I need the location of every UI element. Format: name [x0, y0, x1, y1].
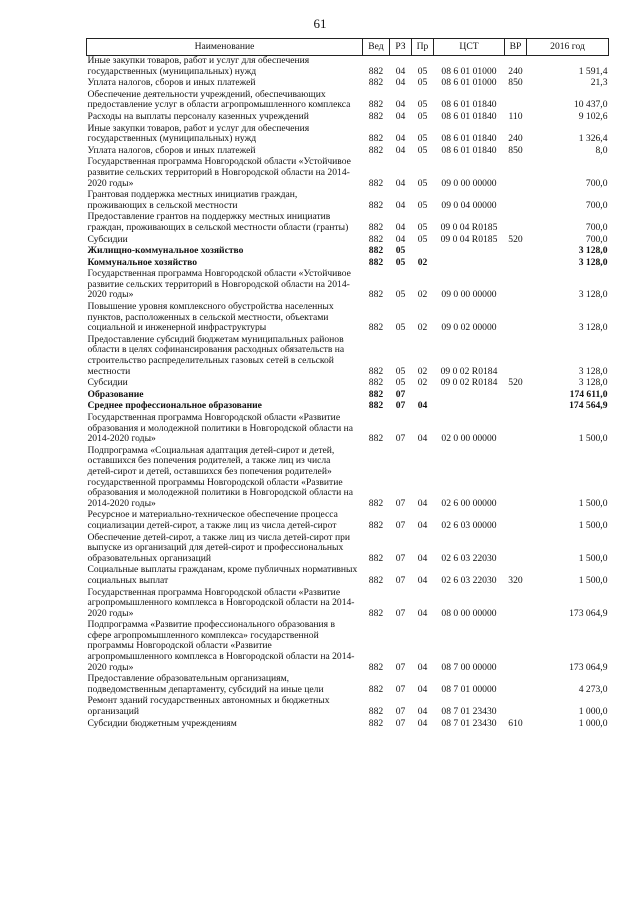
cell-rz: 04	[395, 77, 406, 89]
cell-vr	[505, 446, 527, 511]
cell-ved: 882	[368, 99, 384, 111]
cell-rz: 04	[395, 110, 406, 122]
cell-name: Иные закупки товаров, работ и услуг для обеспечения государственных (муниципальных) нужд	[87, 122, 310, 145]
cell-rz: 05	[395, 245, 406, 257]
header-ved: Вед	[363, 39, 390, 56]
cell-vr	[505, 413, 527, 446]
cell-pr: 04	[417, 497, 428, 509]
cell-name: Подпрограмма «Развитие профессионального образования в сфере агропромышленного комплекса» государственной программы Новгородской области «Развитие агропромышленного комплекса в Новгородской области на 2014-2020 годы»	[87, 619, 355, 673]
cell-vr: 110	[508, 110, 523, 122]
cell-pr: 02	[417, 322, 428, 334]
cell-rz: 04	[395, 221, 406, 233]
cell-pr: 05	[417, 177, 428, 189]
cell-cst: 09 0 04 00000	[441, 199, 497, 211]
cell-ved: 882	[368, 256, 384, 268]
cell-ved: 882	[368, 221, 384, 233]
cell-amount: 1 591,4	[578, 65, 608, 77]
table-row	[87, 533, 609, 566]
cell-vr	[505, 269, 527, 302]
cell-pr: 04	[417, 717, 428, 729]
cell-cst	[434, 401, 505, 413]
cell-ved: 882	[368, 245, 384, 257]
cell-name: Ресурсное и материально-техническое обеспечение процесса социализации детей-сирот, а также лиц из числа детей-сирот	[87, 509, 338, 531]
cell-cst: 09 0 00 00000	[441, 177, 497, 189]
cell-cst: 02 6 00 00000	[441, 497, 497, 509]
table-row	[87, 157, 609, 190]
cell-cst: 09 0 04 R0185	[440, 233, 498, 245]
cell-name: Субсидии	[87, 377, 128, 389]
cell-ved: 882	[368, 607, 384, 619]
cell-vr: 520	[508, 233, 523, 245]
cell-name: Ремонт зданий государственных автономных и бюджетных организаций	[87, 695, 330, 718]
cell-vr: 320	[508, 574, 523, 586]
cell-pr: 04	[417, 607, 428, 619]
cell-rz: 04	[395, 99, 406, 111]
cell-vr	[505, 674, 527, 696]
cell-vr	[505, 533, 527, 566]
table-row	[87, 56, 609, 79]
header-amount: 2016 год	[527, 39, 609, 56]
cell-cst: 08 7 01 23430	[441, 706, 497, 718]
table-row	[87, 719, 609, 731]
cell-cst: 02 6 03 22030	[441, 552, 497, 564]
cell-amount: 3 128,0	[578, 245, 608, 257]
cell-name: Социальные выплаты гражданам, кроме публичных нормативных социальных выплат	[87, 564, 358, 586]
cell-amount: 8,0	[595, 144, 608, 156]
cell-rz: 07	[395, 519, 406, 531]
cell-rz: 07	[395, 661, 406, 673]
table-row	[87, 565, 609, 587]
cell-amount: 700,0	[585, 221, 608, 233]
cell-name: Предоставление образовательным организациям, подведомственным департаменту, субсидий на иные цели	[87, 673, 324, 695]
cell-pr: 05	[417, 77, 428, 89]
cell-cst: 02 6 03 22030	[441, 574, 497, 586]
cell-cst: 08 6 01 01840	[441, 110, 497, 122]
cell-pr: 05	[417, 110, 428, 122]
cell-pr: 02	[417, 256, 428, 268]
cell-vr	[505, 302, 527, 335]
cell-amount: 3 128,0	[578, 256, 608, 268]
cell-cst: 08 7 00 00000	[441, 661, 497, 673]
cell-vr: 610	[508, 717, 523, 729]
cell-name: Государственная программа Новгородской области «Развитие агропромышленного комплекса в Новгородской области на 2014-2020 годы»	[87, 586, 355, 619]
cell-pr: 05	[417, 221, 428, 233]
cell-ved: 882	[368, 365, 384, 377]
cell-pr: 04	[417, 706, 428, 718]
cell-rz: 07	[395, 497, 406, 509]
cell-vr	[505, 258, 527, 270]
cell-rz: 07	[395, 400, 406, 412]
cell-pr: 02	[417, 377, 428, 389]
cell-vr: 850	[508, 144, 523, 156]
cell-name: Среднее профессиональное образование	[87, 400, 262, 412]
cell-name: Грантовая поддержка местных инициатив граждан, проживающих в сельской местности	[87, 189, 298, 211]
cell-amount: 700,0	[585, 199, 608, 211]
cell-ved: 882	[368, 144, 384, 156]
cell-pr: 02	[417, 289, 428, 301]
cell-amount: 10 437,0	[573, 99, 608, 111]
cell-amount: 700,0	[585, 233, 608, 245]
cell-vr	[505, 90, 527, 112]
cell-cst: 08 6 01 01840	[441, 133, 497, 145]
header-rz: РЗ	[390, 39, 412, 56]
cell-ved: 882	[368, 65, 384, 77]
cell-cst: 08 6 01 01840	[441, 99, 497, 111]
cell-name: Предоставление грантов на поддержку местных инициатив граждан, проживающих в сельской местности области (гранты)	[87, 211, 349, 233]
cell-ved: 882	[368, 77, 384, 89]
table-row	[87, 413, 609, 446]
cell-name: Обеспечение деятельности учреждений, обеспечивающих предоставление услуг в области агропромышленного комплекса	[87, 88, 351, 111]
cell-cst: 08 7 01 00000	[441, 683, 497, 695]
cell-ved: 882	[368, 133, 384, 145]
cell-rz: 07	[395, 607, 406, 619]
table-row	[87, 190, 609, 212]
cell-name: Государственная программа Новгородской области «Развитие образования и молодежной политики в Новгородской области на 2014-2020 годы»	[87, 412, 354, 445]
cell-cst	[434, 246, 505, 258]
cell-ved: 882	[368, 683, 384, 695]
cell-rz: 07	[395, 388, 406, 400]
cell-name: Жилищно-коммунальное хозяйство	[87, 245, 244, 257]
cell-ved: 882	[368, 388, 384, 400]
cell-vr	[505, 212, 527, 234]
cell-ved: 882	[368, 717, 384, 729]
cell-ved: 882	[368, 400, 384, 412]
cell-cst	[434, 258, 505, 270]
cell-ved: 882	[368, 497, 384, 509]
cell-amount: 3 128,0	[578, 365, 608, 377]
cell-pr: 04	[417, 552, 428, 564]
cell-amount: 173 064,9	[569, 661, 608, 673]
cell-name: Расходы на выплаты персоналу казенных учреждений	[87, 110, 309, 122]
cell-name: Обеспечение детей-сирот, а также лиц из числа детей-сирот при выпуске из организаций для детей-сирот и профессиональных образовательных организаций	[87, 531, 351, 564]
cell-cst: 02 6 03 00000	[441, 519, 497, 531]
cell-rz: 04	[395, 233, 406, 245]
cell-cst: 09 0 02 00000	[441, 322, 497, 334]
cell-rz: 05	[395, 365, 406, 377]
cell-cst: 08 6 01 01000	[441, 65, 497, 77]
cell-pr: 05	[417, 233, 428, 245]
cell-pr: 05	[417, 133, 428, 145]
cell-name: Уплата налогов, сборов и иных платежей	[87, 144, 256, 156]
table-row	[87, 674, 609, 696]
cell-vr: 850	[508, 77, 523, 89]
table-row	[87, 302, 609, 335]
table-row	[87, 212, 609, 234]
cell-rz: 04	[395, 133, 406, 145]
cell-ved: 882	[368, 552, 384, 564]
cell-rz: 05	[395, 289, 406, 301]
cell-amount: 1 326,4	[578, 133, 608, 145]
table-row	[87, 124, 609, 146]
cell-pr: 04	[417, 683, 428, 695]
cell-amount: 21,3	[590, 77, 608, 89]
cell-amount: 173 064,9	[569, 607, 608, 619]
cell-name: Подпрограмма «Социальная адаптация детей-сирот и детей, оставшихся без попечения родителей, а также лиц из числа детей-сирот и детей, оставшихся без попечения родителей» государственной программы Новгородской области «Развитие образования и молодежной политики в Новгородской области на 2014-2020 годы»	[87, 444, 354, 509]
cell-rz: 04	[395, 144, 406, 156]
cell-amount: 9 102,6	[578, 110, 608, 122]
cell-vr: 240	[508, 65, 523, 77]
cell-pr: 05	[417, 99, 428, 111]
cell-vr	[505, 335, 527, 378]
cell-amount: 1 500,0	[578, 497, 608, 509]
cell-rz: 07	[395, 706, 406, 718]
cell-cst: 08 6 01 01840	[441, 144, 497, 156]
cell-pr: 04	[417, 400, 428, 412]
cell-name: Иные закупки товаров, работ и услуг для обеспечения государственных (муниципальных) нужд	[87, 55, 310, 77]
cell-pr: 05	[417, 144, 428, 156]
cell-ved: 882	[368, 661, 384, 673]
cell-rz: 04	[395, 65, 406, 77]
cell-pr: 05	[417, 199, 428, 211]
table-row	[87, 510, 609, 532]
table-row	[87, 696, 609, 718]
cell-cst: 09 0 04 R0185	[440, 221, 498, 233]
table-row	[87, 269, 609, 302]
cell-cst	[434, 390, 505, 402]
cell-vr	[505, 246, 527, 258]
cell-ved: 882	[368, 177, 384, 189]
cell-ved: 882	[368, 574, 384, 586]
cell-pr: 05	[417, 65, 428, 77]
cell-name: Повышение уровня комплексного обустройства населенных пунктов, расположенных в сельской местности, объектами социальной и инженерной инфраструктуры	[87, 301, 334, 334]
header-name: Наименование	[87, 39, 363, 56]
cell-rz: 05	[395, 256, 406, 268]
cell-ved: 882	[368, 289, 384, 301]
table-row	[87, 446, 609, 511]
table-row	[87, 112, 609, 124]
cell-amount: 174 564,9	[569, 400, 608, 412]
cell-name: Предоставление субсидий бюджетам муниципальных районов области в целях софинансирования расходных обязательств на строительство распределительных газовых сетей в сельской местности	[87, 333, 345, 377]
cell-amount: 700,0	[585, 177, 608, 189]
table-row	[87, 335, 609, 378]
cell-pr	[412, 246, 434, 258]
cell-rz: 07	[395, 552, 406, 564]
cell-ved: 882	[368, 433, 384, 445]
cell-amount: 1 500,0	[578, 574, 608, 586]
budget-table	[86, 38, 609, 730]
cell-cst: 08 7 01 23430	[441, 717, 497, 729]
cell-vr	[505, 510, 527, 532]
cell-rz: 07	[395, 433, 406, 445]
cell-cst: 09 0 02 R0184	[440, 377, 498, 389]
cell-vr: 240	[508, 133, 523, 145]
page-number: 61	[313, 16, 327, 31]
cell-amount: 174 611,0	[569, 388, 608, 400]
header-vr: ВР	[505, 39, 527, 56]
table-row	[87, 90, 609, 112]
cell-rz: 07	[395, 574, 406, 586]
cell-cst: 08 6 01 01000	[441, 77, 497, 89]
cell-ved: 882	[368, 233, 384, 245]
cell-name: Субсидии	[87, 233, 128, 245]
cell-ved: 882	[368, 110, 384, 122]
cell-rz: 04	[395, 177, 406, 189]
cell-cst: 09 0 02 R0184	[440, 365, 498, 377]
cell-rz: 07	[395, 717, 406, 729]
cell-rz: 07	[395, 683, 406, 695]
cell-name: Государственная программа Новгородской области «Устойчивое развитие сельских территорий в Новгородской области на 2014-2020 годы»	[87, 156, 351, 189]
table-row	[87, 588, 609, 621]
cell-vr	[505, 401, 527, 413]
table-row	[87, 378, 609, 390]
cell-cst: 09 0 00 00000	[441, 289, 497, 301]
table-row	[87, 620, 609, 674]
cell-cst: 02 0 00 00000	[441, 433, 497, 445]
cell-name: Коммунальное хозяйство	[87, 256, 197, 268]
header-cst: ЦСТ	[434, 39, 505, 56]
cell-cst: 08 0 00 00000	[441, 607, 497, 619]
cell-pr: 02	[417, 365, 428, 377]
cell-rz: 05	[395, 377, 406, 389]
cell-ved: 882	[368, 199, 384, 211]
cell-pr: 04	[417, 433, 428, 445]
cell-name: Образование	[87, 388, 144, 400]
cell-amount: 1 000,0	[578, 706, 608, 718]
cell-ved: 882	[368, 377, 384, 389]
cell-rz: 05	[395, 322, 406, 334]
cell-pr: 04	[417, 574, 428, 586]
header-pr: Пр	[412, 39, 434, 56]
cell-vr	[505, 157, 527, 190]
cell-vr	[505, 620, 527, 674]
cell-name: Субсидии бюджетным учреждениям	[87, 717, 237, 729]
table-row	[87, 246, 609, 258]
cell-rz: 04	[395, 199, 406, 211]
cell-amount: 3 128,0	[578, 289, 608, 301]
table-body	[87, 56, 609, 731]
cell-name: Уплата налогов, сборов и иных платежей	[87, 77, 256, 89]
cell-vr	[505, 588, 527, 621]
cell-ved: 882	[368, 322, 384, 334]
cell-amount: 3 128,0	[578, 377, 608, 389]
cell-vr	[505, 390, 527, 402]
cell-amount: 3 128,0	[578, 322, 608, 334]
cell-amount: 1 500,0	[578, 552, 608, 564]
cell-ved: 882	[368, 706, 384, 718]
cell-ved: 882	[368, 519, 384, 531]
cell-name: Государственная программа Новгородской области «Устойчивое развитие сельских территорий в Новгородской области на 2014-2020 годы»	[87, 268, 351, 301]
cell-amount: 4 273,0	[578, 683, 608, 695]
cell-pr: 04	[417, 519, 428, 531]
cell-pr: 04	[417, 661, 428, 673]
cell-amount: 1 500,0	[578, 519, 608, 531]
cell-vr	[505, 696, 527, 718]
cell-amount: 1 000,0	[578, 717, 608, 729]
cell-amount: 1 500,0	[578, 433, 608, 445]
cell-vr	[505, 190, 527, 212]
cell-vr: 520	[508, 377, 523, 389]
table-header	[87, 39, 609, 56]
